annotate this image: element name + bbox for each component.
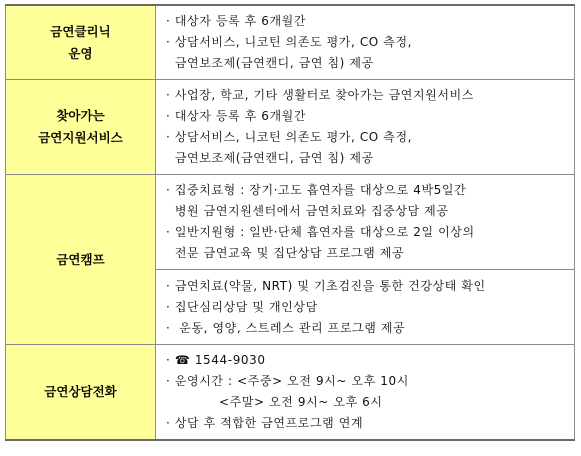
bullet: · (166, 353, 175, 367)
content-line: · 상담서비스, 니코틴 의존도 평가, CO 측정, (166, 35, 413, 49)
content-line: · 상담서비스, 니코틴 의존도 평가, CO 측정, (166, 130, 413, 144)
content-line: · 대상자 등록 후 6개월간 (166, 14, 307, 28)
row-label-line: 금연클리닉 (50, 23, 111, 39)
content-line: · 운동, 영양, 스트레스 관리 프로그램 제공 (166, 320, 406, 335)
content-line: 금연보조제(금연캔디, 금연 침) 제공 (166, 56, 374, 70)
row-label-line: 찾아가는 (56, 108, 105, 123)
row-content (156, 270, 575, 345)
phone-number: 1544-9030 (190, 353, 266, 367)
content-line: · 일반지원형 : 일반·단체 흡연자를 대상으로 2일 이상의 (166, 225, 475, 239)
table-row (6, 80, 575, 175)
phone-icon: ☎ (174, 353, 191, 367)
content-line: · 대상자 등록 후 6개월간 (166, 109, 307, 123)
row-label (6, 5, 156, 80)
row-content (156, 175, 575, 270)
service-table (5, 4, 575, 441)
phone-line (166, 350, 574, 371)
content-line: · 집중치료형 : 장기·고도 흡연자를 대상으로 4박5일간 (166, 183, 467, 197)
row-label-line: 운영 (68, 45, 93, 61)
content-line: 전문 금연교육 및 집단상담 프로그램 제공 (166, 246, 405, 260)
content-line: · 사업장, 학교, 기타 생활터로 찾아가는 금연지원서비스 (166, 88, 474, 102)
row-content (156, 5, 575, 80)
content-line: · 운영시간 : <주중> 오전 9시~ 오후 10시 (166, 374, 409, 388)
row-label-line: 금연지원서비스 (38, 130, 123, 145)
content-line: <주말> 오전 9시~ 오후 6시 (166, 395, 383, 409)
row-label-line: 금연상담전화 (44, 384, 117, 399)
row-label-line: 금연캠프 (56, 251, 105, 267)
row-label (6, 80, 156, 175)
content-line: · 상담 후 적합한 금연프로그램 연계 (166, 416, 364, 430)
row-label (6, 175, 156, 345)
table-row (6, 175, 575, 270)
table-row (6, 345, 575, 441)
table-row (6, 5, 575, 80)
content-line: 금연보조제(금연캔디, 금연 침) 제공 (166, 151, 374, 165)
row-label (6, 345, 156, 441)
content-line: · 집단심리상담 및 개인상담 (166, 299, 318, 314)
content-line: · 금연치료(약물, NRT) 및 기초검진을 통한 건강상태 확인 (166, 278, 486, 293)
row-content (156, 345, 575, 441)
row-content (156, 80, 575, 175)
content-line: 병원 금연지원센터에서 금연치료와 집중상담 제공 (166, 204, 449, 218)
